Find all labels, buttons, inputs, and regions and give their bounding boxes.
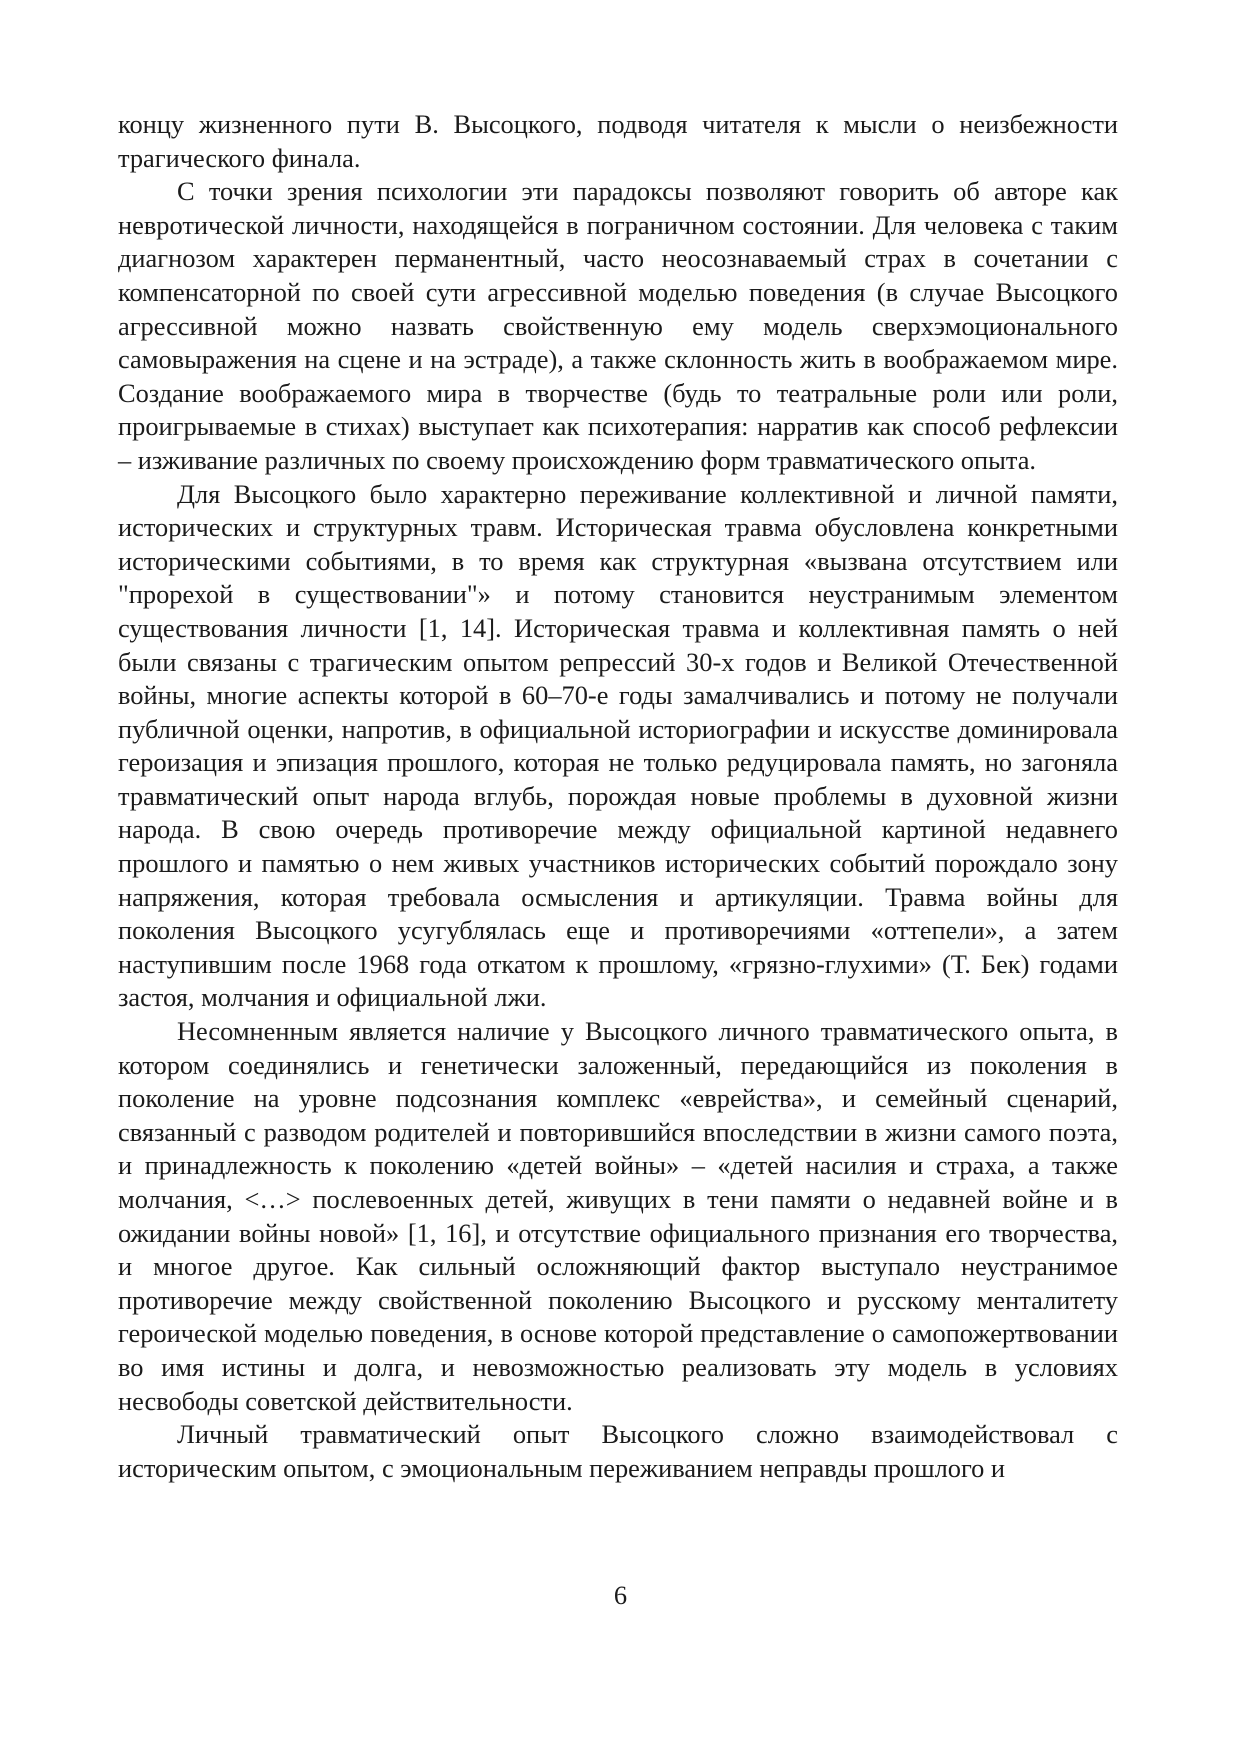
paragraph-1: концу жизненного пути В. Высоцкого, подводя читателя к мысли о неизбежности трагического финала. <box>118 109 1118 173</box>
paragraph-3: Для Высоцкого было характерно переживание коллективной и личной памяти, исторических и структурных травм. Историческая травма обусловлена конкретными историческими событиями, в то время как структурная «вызвана отсутствием или "прорехой в существовании"» и потому становится неустранимым элементом существования личности [1, 14]. Историческая травма и коллективная память о ней были связаны с трагическим опытом репрессий 30-х годов и Великой Отечественной войны, многие аспекты которой в 60–70-е годы замалчивались и потому не получали публичной оценки, напротив, в официальной историографии и искусстве доминировала героизация и эпизация прошлого, которая не только редуцировала память, но загоняла травматический опыт народа вглубь, порождая новые проблемы в духовной жизни народа. В свою очередь противоречие между официальной картиной недавнего прошлого и памятью о нем живых участников исторических событий порождало зону напряжения, которая требовала осмысления и артикуляции. Травма войны для поколения Высоцкого усугублялась еще и противоречиями «оттепели», а затем наступившим после 1968 года откатом к прошлому, «грязно-глухими» (Т. Бек) годами застоя, молчания и официальной лжи. <box>118 478 1118 1013</box>
page-body <box>118 108 1118 1485</box>
paragraph-4: Несомненным является наличие у Высоцкого личного травматического опыта, в котором соединялись и генетически заложенный, передающийся из поколения в поколение на уровне подсознания комплекс «еврейства», и семейный сценарий, связанный с разводом родителей и повторившийся впоследствии в жизни самого поэта, и принадлежность к поколению «детей войны» – «детей насилия и страха, а также молчания, <…> послевоенных детей, живущих в тени памяти о недавней войне и в ожидании войны новой» [1, 16], и отсутствие официального признания его творчества, и многое другое. Как сильный осложняющий фактор выступало неустранимое противоречие между свойственной поколению Высоцкого и русскому менталитету героической моделью поведения, в основе которой представление о самопожертвовании во имя истины и долга, и невозможностью реализовать эту модель в условиях несвободы советской действительности. <box>118 1016 1118 1416</box>
paragraph-5: Личный травматический опыт Высоцкого сложно взаимодействовал с историческим опытом, с эмоциональным переживанием неправды прошлого и <box>118 1419 1118 1483</box>
page-number: 6 <box>613 1580 628 1610</box>
paragraph-2: С точки зрения психологии эти парадоксы позволяют говорить об авторе как невротической личности, находящейся в пограничном состоянии. Для человека с таким диагнозом характерен перманентный, часто неосознаваемый страх в сочетании с компенсаторной по своей сути агрессивной моделью поведения (в случае Высоцкого агрессивной можно назвать свойственную ему модель сверхэмоционального самовыражения на сцене и на эстраде), а также склонность жить в воображаемом мире. Создание воображаемого мира в творчестве (будь то театральные роли или роли, проигрываемые в стихах) выступает как психотерапия: нарратив как способ рефлексии – изживание различных по своему происхождению форм травматического опыта. <box>118 176 1118 475</box>
